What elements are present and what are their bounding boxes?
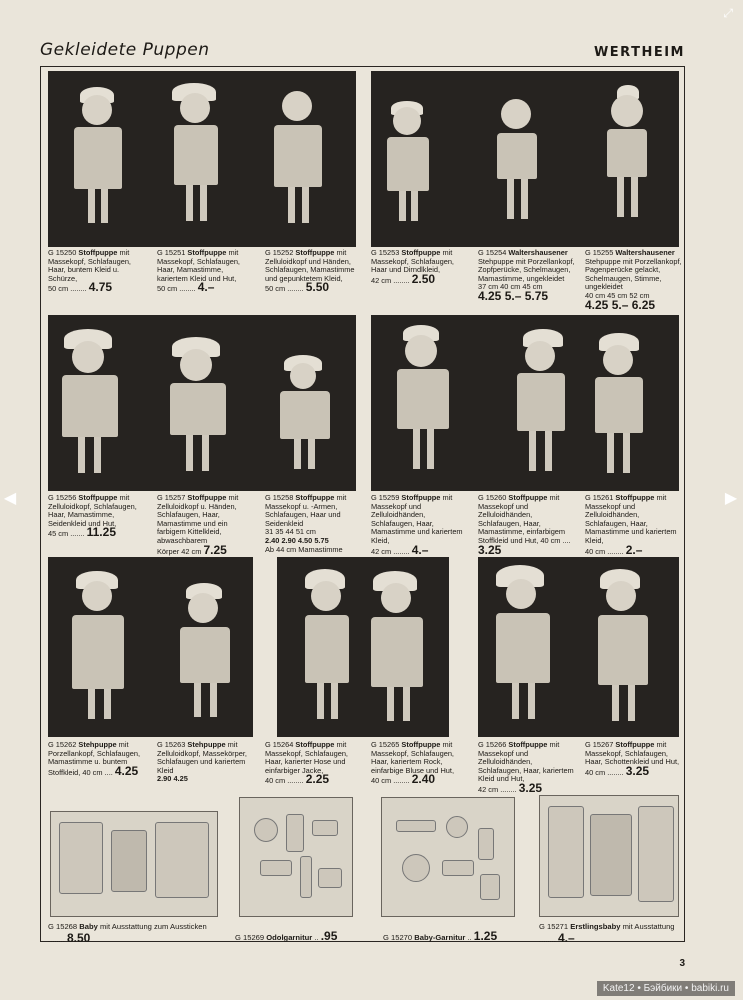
expand-icon[interactable]: ⤢	[723, 6, 733, 20]
caption-15271: G 15271 Erstlingsbaby mit Ausstattung ........ 4.–	[539, 922, 675, 945]
caption-15262: G 15262 Stehpuppe mit Porzellankopf, Schlafaugen, Mamastimme u. buntem Stoffkleid, 40 cm .... 4.25	[48, 740, 141, 778]
caption-15267: G 15267 Stoffpuppe mit Massekopf, Schlafaugen, Haar, Schottenkleid und Hut, 40 cm ........ 3.25	[585, 740, 680, 778]
photo-dolls-15253-15255	[371, 71, 679, 247]
caption-15256: G 15256 Stoffpuppe mit Zelluloidkopf, Schlafaugen, Haar, Mamastimme, Seidenkleid und Hut, 45 cm ....... 11.25	[48, 493, 137, 540]
caption-15254: G 15254 Waltershausener Stehpuppe mit Porzellankopf, Zopfperücke, Schelmaugen, Mamastimme, ungekleidet 37 cm 40 cm 45 cm 4.25 5.– 5.75	[478, 248, 575, 303]
photo-dolls-15256-15258	[48, 315, 356, 491]
caption-15258: G 15258 Stoffpuppe mit Massekopf u. -Armen, Schlafaugen, Haar und Seidenkleid 31 35 44 51 cm 2.40 2.90 4.50 5.75 Ab 44 cm Mamastimme	[265, 493, 347, 554]
photo-dolls-15250-15252	[48, 71, 356, 247]
caption-15260: G 15260 Stoffpuppe mit Massekopf und Zelluloidhänden, Schlafaugen, Haar, Mamastimme, einfarbigem Stoffkleid und Hut, 40 cm .... 3.25	[478, 493, 571, 557]
photo-dolls-15266-15267	[478, 557, 679, 737]
caption-15266: G 15266 Stoffpuppe mit Massekopf und Zelluloidhänden, Schlafaugen, Haar, kariertem Kleid und Hut, 42 cm ........ 3.25	[478, 740, 574, 795]
photo-odol-set-15269	[239, 797, 353, 917]
caption-15252: G 15252 Stoffpuppe mit Zelluloidkopf und Händen, Schlafaugen, Mamastimme und gepunktetem Kleid, 50 cm ........ 5.50	[265, 248, 355, 295]
caption-15261: G 15261 Stoffpuppe mit Massekopf und Zelluloidhänden, Schlafaugen, Haar, Mamastimme und kariertem Kleid, 40 cm ........ 2.–	[585, 493, 677, 557]
caption-15255: G 15255 Waltershausener Stehpuppe mit Porzellankopf, Pagenperücke gelackt, Schelmaugen, Stimme, ungekleidet 40 cm 45 cm 52 cm 4.25 5.– 6.25	[585, 248, 682, 312]
photo-baby-garnitur-15270	[381, 797, 515, 917]
caption-15253: G 15253 Stoffpuppe mit Massekopf, Schlafaugen, Haar und Dirndlkleid, 42 cm ........ 2.50	[371, 248, 454, 286]
photo-erstlingsbaby-15271	[539, 795, 679, 917]
page-title: Gekleidete Puppen	[40, 40, 210, 60]
watermark: Kate12 • Бэйбики • babiki.ru	[597, 981, 735, 996]
page-number: 3	[679, 958, 685, 969]
previous-arrow-icon[interactable]: ◀	[3, 490, 17, 507]
photo-dolls-15264-15265	[277, 557, 449, 737]
caption-15264: G 15264 Stoffpuppe mit Massekopf, Schlafaugen, Haar, karierter Hose und einfarbiger Jacke, 40 cm ........ 2.25	[265, 740, 348, 787]
photo-dolls-15262-15263	[48, 557, 253, 737]
caption-15270: G 15270 Baby-Garnitur .. 1.25	[383, 929, 498, 943]
photo-dolls-15259-15261	[371, 315, 679, 491]
brand-name: WERTHEIM	[593, 45, 685, 60]
caption-15257: G 15257 Stoffpuppe mit Zelluloidkopf u. Händen, Schlafaugen, Haar, Mamastimme und ein farbigem Kittelkleid, abwaschbarem Körper 42 cm 7.25	[157, 493, 239, 557]
caption-15268: G 15268 Baby mit Ausstattung zum Aussticken ........ 8.50	[48, 922, 207, 945]
caption-15269: G 15269 Odolgarnitur .. .95	[235, 929, 338, 943]
catalog-frame	[40, 66, 685, 945]
caption-15265: G 15265 Stoffpuppe mit Massekopf, Schlafaugen, Haar, kariertem Rock, einfarbige Bluse und Hut, 40 cm ........ 2.40	[371, 740, 454, 787]
caption-15263: G 15263 Stehpuppe mit Zelluloidkopf, Massekörper, Schlafaugen und kariertem Kleid 2.90 4.25	[157, 740, 247, 784]
caption-15259: G 15259 Stoffpuppe mit Massekopf und Zelluloidhänden, Schlafaugen, Haar, Mamastimme und kariertem Kleid, 42 cm ........ 4.–	[371, 493, 463, 557]
photo-baby-set-15268	[50, 811, 218, 917]
next-arrow-icon[interactable]: ▶	[724, 490, 738, 507]
caption-15251: G 15251 Stoffpuppe mit Massekopf, Schlafaugen, Haar, Mamastimme, kariertem Kleid und Hut, 50 cm ........ 4.–	[157, 248, 240, 295]
caption-15250: G 15250 Stoffpuppe mit Massekopf, Schlafaugen, Haar, buntem Kleid u. Schürze, 50 cm ........ 4.75	[48, 248, 131, 295]
